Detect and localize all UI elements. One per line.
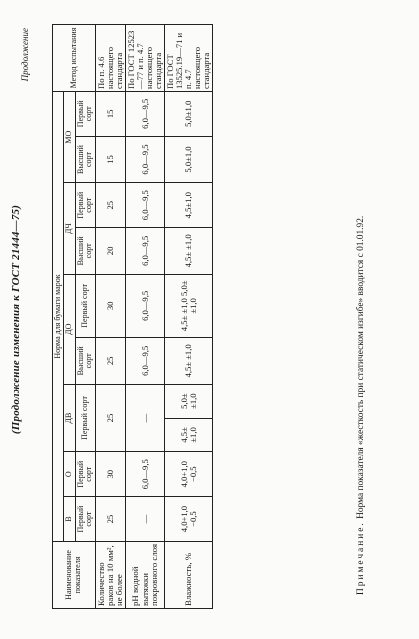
cell: 30 xyxy=(95,452,126,497)
header-do-top: Высший сорт xyxy=(75,337,95,384)
cell: 5,0± ±1,0 xyxy=(165,384,213,418)
cell: 4,5±1,0 xyxy=(165,183,213,228)
header-mo-top: Высший сорт xyxy=(75,136,95,183)
row-method: По ГОСТ 13525.19—71 и п. 4.7 настоящего стандарта xyxy=(165,25,213,92)
header-grade-v: В xyxy=(64,497,75,542)
cell: 4,0+1,0 −0,5 xyxy=(165,497,213,542)
table-header-row-3 xyxy=(75,25,95,609)
header-grade-o: О xyxy=(64,452,75,497)
cell: 6,0—9,5 xyxy=(126,136,165,183)
cell: 30 xyxy=(95,274,126,337)
table-row xyxy=(95,25,126,609)
cell: 5,0±1,0 xyxy=(165,136,213,183)
cell: 6,0—9,5 xyxy=(126,227,165,274)
cell: 6,0—9,5 xyxy=(126,183,165,228)
cell: 15 xyxy=(95,136,126,183)
cell: 20 xyxy=(95,227,126,274)
header-name: Наименование показателя xyxy=(53,542,96,609)
cell-part: 4,5± ±1,0 xyxy=(178,298,189,332)
header-method: Метод испытания xyxy=(53,25,96,92)
cell: 25 xyxy=(95,337,126,384)
cell: 6,0—9,5 xyxy=(126,337,165,384)
cell: 15 xyxy=(95,92,126,137)
table-header-row-1 xyxy=(53,25,64,609)
cell: 5,0±1,0 xyxy=(165,92,213,137)
cell-part: 5,0± ±1,0 xyxy=(178,280,198,314)
row-name: pH водной вытяжки покровного слоя xyxy=(126,542,165,609)
header-norm: Норма для бумаги марок xyxy=(53,92,64,542)
header-grade-dch: ДЧ xyxy=(64,183,75,274)
cell: 4,5± ±1,0 xyxy=(165,337,213,384)
cell: 4,0+1,0 −0,5 xyxy=(165,452,213,497)
header-do-first: Первый сорт xyxy=(75,274,95,337)
continuation-label: Продолжение xyxy=(20,28,30,82)
row-method: По п. 4.6 настоящего стандарта xyxy=(95,25,126,92)
note-text: Норма показателя «жесткость при статическом изгибе» вводится с 01.01.92. xyxy=(356,215,366,519)
table-note xyxy=(356,216,366,595)
cell: 6,0—9,5 xyxy=(126,92,165,137)
header-dch-first: Первый сорт xyxy=(75,183,95,228)
header-grade-do: ДО xyxy=(64,274,75,384)
header-dch-top: Высший сорт xyxy=(75,227,95,274)
header-dv-first: Первый сорт xyxy=(75,384,95,452)
cell xyxy=(165,274,213,337)
table-row xyxy=(165,25,213,609)
cell: 25 xyxy=(95,183,126,228)
document-header: (Продолжение изменения к ГОСТ 21444—75) xyxy=(10,204,22,435)
row-name: Количество раков на 10 мм², не более xyxy=(95,542,126,609)
norms-table xyxy=(52,24,213,609)
cell: 25 xyxy=(95,384,126,452)
table-header-row-2 xyxy=(64,25,75,609)
header-grade-dv: ДВ xyxy=(64,384,75,452)
cell: 4,5± ±1,0 xyxy=(165,418,213,452)
cell: — xyxy=(126,497,165,542)
table-row xyxy=(126,25,165,609)
cell: 4,5± ±1,0 xyxy=(165,227,213,274)
note-label: Примечание. xyxy=(356,521,366,595)
cell: 6,0—9,5 xyxy=(126,274,165,337)
cell: 6,0—9,5 xyxy=(126,452,165,497)
header-o-first: Первый сорт xyxy=(75,452,95,497)
header-mo-first: Первый сорт xyxy=(75,92,95,137)
header-grade-mo: МО xyxy=(64,92,75,183)
row-name: Влажность, % xyxy=(165,542,213,609)
row-method: По ГОСТ 12523—77 и п. 4.7 настоящего стандарта xyxy=(126,25,165,92)
cell: 25 xyxy=(95,497,126,542)
cell: — xyxy=(126,384,165,452)
header-v-first: Первый сорт xyxy=(75,497,95,542)
